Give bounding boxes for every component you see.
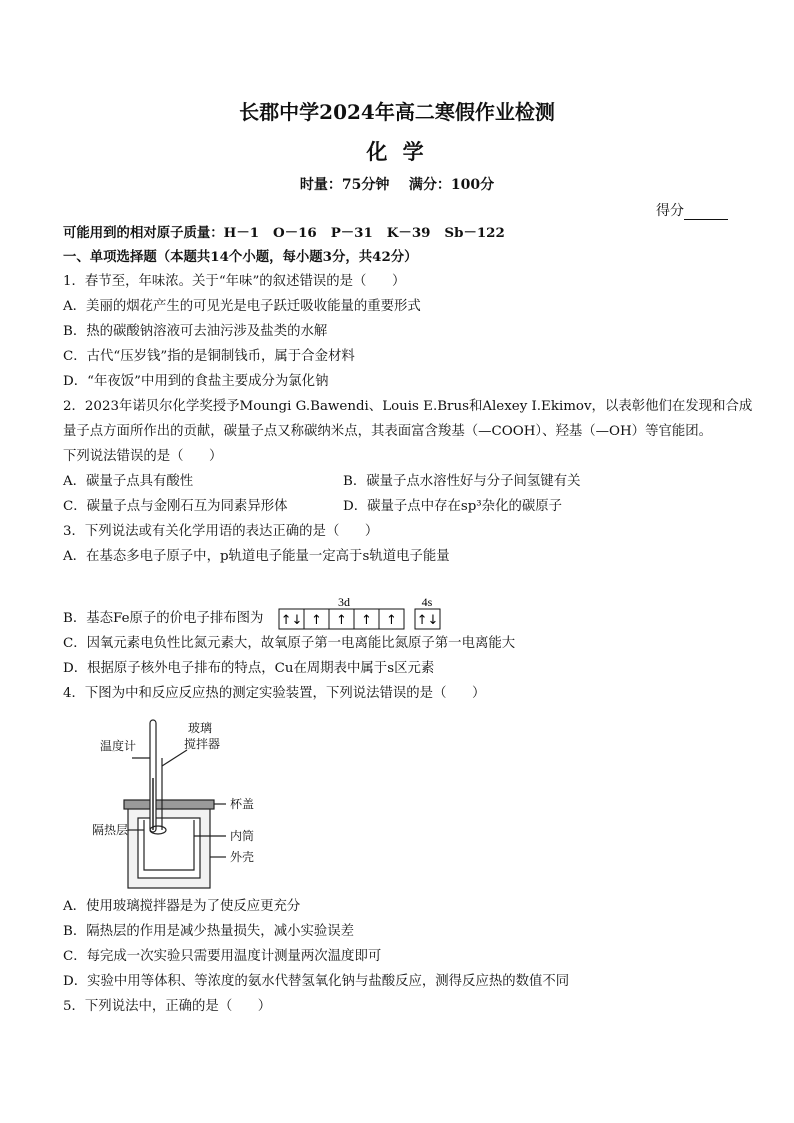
q2-option-c: C．碳量子点与金刚石互为同素异形体: [63, 499, 288, 514]
exam-title: 长郡中学2024年高二寒假作业检测: [239, 100, 555, 124]
q4-option-a: A．使用玻璃搅拌器是为了使反应更充分: [63, 899, 301, 914]
q5-stem: 5．下列说法中，正确的是（ ）: [63, 999, 272, 1014]
label-lid: 杯盖: [230, 797, 255, 811]
time-info: 时量：75分钟 满分：100分: [299, 177, 495, 193]
electron-arrows: ↑: [386, 613, 397, 628]
label-thermometer: 温度计: [100, 739, 137, 753]
q1-option-a: A．美丽的烟花产生的可见光是电子跃迁吸收能量的重要形式: [63, 299, 421, 314]
cup-lid: [124, 800, 214, 809]
q4-option-b: B．隔热层的作用是减少热量损失，减小实验误差: [63, 924, 355, 939]
q4-option-d: D．实验中用等体积、等浓度的氨水代替氢氧化钠与盐酸反应，测得反应热的数值不同: [63, 974, 570, 989]
insulation-cavity: [138, 818, 200, 878]
score-label: 得分: [656, 203, 684, 219]
label-outer-shell: 外壳: [230, 850, 255, 864]
q3-option-c: C．因氧元素电负性比氮元素大，故氧原子第一电离能比氮原子第一电离能大: [63, 636, 516, 651]
q4-stem: 4．下图为中和反应反应热的测定实验装置，下列说法错误的是（ ）: [63, 686, 486, 701]
q1-stem: 1．春节至，年味浓。关于“年味”的叙述错误的是（ ）: [63, 274, 406, 289]
q2-stem-line1: 2．2023年诺贝尔化学奖授予Moungi G.Bawendi、Louis E.Brus和Alexey I.Ekimov，以表彰他们在发现和合成: [63, 399, 753, 414]
electron-arrows: ↑↓: [416, 613, 439, 628]
calorimeter-diagram: [92, 718, 282, 890]
q4-option-c: C．每完成一次实验只需要用温度计测量两次温度即可: [63, 949, 382, 964]
orbital-diagram: [278, 594, 448, 630]
q3-option-b: B．基态Fe原子的价电子排布图为: [63, 611, 264, 626]
atomic-mass: 可能用到的相对原子质量：H－1 O－16 P－31 K－39 Sb－122: [63, 225, 505, 241]
q2-option-a: A．碳量子点具有酸性: [63, 474, 194, 489]
q2-option-d: D．碳量子点中存在sp³杂化的碳原子: [343, 499, 563, 514]
section-heading: 一、单项选择题（本题共14个小题，每小题3分，共42分）: [63, 249, 418, 265]
orbital-4s-label: 4s: [421, 595, 433, 609]
label-inner-cup: 内筒: [230, 829, 255, 843]
q2-stem-line3: 下列说法错误的是（ ）: [63, 449, 223, 464]
electron-arrows: ↑↓: [280, 613, 303, 628]
q3-stem: 3．下列说法或有关化学用语的表达正确的是（ ）: [63, 524, 379, 539]
q1-option-c: C．古代“压岁钱”指的是铜制钱币，属于合金材料: [63, 349, 355, 364]
label-stirrer-2: 搅拌器: [184, 737, 221, 751]
q3-option-d: D．根据原子核外电子排布的特点，Cu在周期表中属于s区元素: [63, 661, 435, 676]
q2-option-b: B．碳量子点水溶性好与分子间氢键有关: [343, 474, 581, 489]
electron-arrows: ↑: [336, 613, 347, 628]
label-stirrer-1: 玻璃: [188, 721, 213, 735]
q3-option-a: A．在基态多电子原子中，p轨道电子能量一定高于s轨道电子能量: [63, 549, 450, 564]
label-insulation: 隔热层: [92, 823, 129, 837]
score-field: [656, 200, 728, 220]
q1-option-d: D．“年夜饭”中用到的食盐主要成分为氯化钠: [63, 374, 329, 389]
score-blank[interactable]: [684, 205, 728, 220]
subject-title: 化 学: [366, 139, 428, 164]
orbital-3d-label: 3d: [338, 595, 350, 609]
q1-option-b: B．热的碳酸钠溶液可去油污涉及盐类的水解: [63, 324, 328, 339]
electron-arrows: ↑: [311, 613, 322, 628]
electron-arrows: ↑: [361, 613, 372, 628]
q2-stem-line2: 量子点方面所作出的贡献，碳量子点又称碳纳米点，其表面富含羧基（—COOH）、羟基（—OH）等官能团。: [63, 424, 713, 439]
